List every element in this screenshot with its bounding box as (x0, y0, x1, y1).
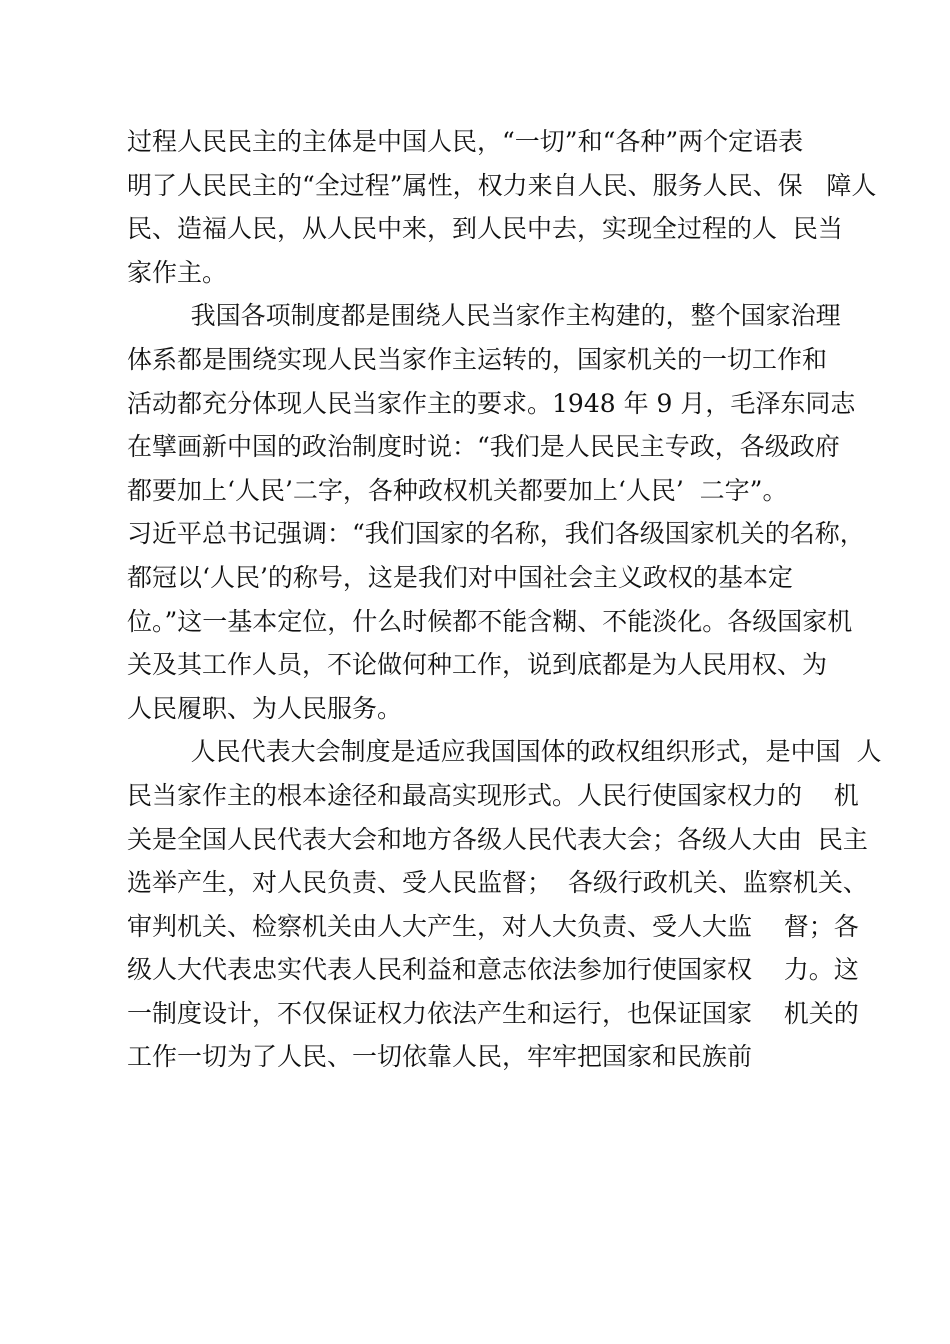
text-line: 选举产生，对人民负责、受人民监督； 各级行政机关、监察机关、 (127, 868, 868, 898)
text-line: 明了人民民主的“全过程”属性，权力来自人民、服务人民、保 障人 (127, 170, 877, 200)
text-line: 工作一切为了人民、一切依靠人民，牢牢把国家和民族前 (127, 1042, 753, 1072)
text-line: 我国各项制度都是围绕人民当家作主构建的，整个国家治理 (127, 301, 841, 331)
body-text (127, 120, 882, 1079)
text-line: 人民代表大会制度是适应我国国体的政权组织形式，是中国 人 (127, 737, 882, 767)
text-line: 审判机关、检察机关由人大产生，对人大负责、受人大监 督；各 (127, 911, 859, 941)
text-line: 家作主。 (127, 257, 228, 287)
text-line: 位。”这一基本定位，什么时候都不能含糊、不能淡化。各级国家机 (127, 606, 853, 636)
text-line: 都冠以‘人民’的称号，这是我们对中国社会主义政权的基本定 (127, 562, 793, 592)
text-line: 活动都充分体现人民当家作主的要求。1948 年 9 月，毛泽东同志 (127, 388, 856, 418)
text-line: 级人大代表忠实代表人民利益和意志依法参加行使国家权 力。这 (127, 955, 859, 985)
text-line: 过程人民民主的主体是中国人民，“一切”和“各种”两个定语表 (127, 127, 804, 156)
text-line: 民当家作主的根本途径和最高实现形式。人民行使国家权力的 机 (127, 780, 859, 810)
text-line: 体系都是围绕实现人民当家作主运转的，国家机关的一切工作和 (127, 344, 828, 374)
text-line: 关及其工作人员，不论做何种工作，说到底都是为人民用权、为 (127, 650, 828, 680)
text-line: 都要加上‘人民’二字，各种政权机关都要加上‘人民’ 二字”。 (127, 475, 788, 505)
text-line: 关是全国人民代表大会和地方各级人民代表大会；各级人大由 民主 (127, 824, 868, 854)
text-line: 一制度设计，不仅保证权力依法产生和运行，也保证国家 机关的 (127, 998, 859, 1028)
text-line: 民、造福人民，从人民中来，到人民中去，实现全过程的人 民当 (127, 214, 843, 244)
text-line: 人民履职、为人民服务。 (127, 693, 403, 723)
text-line: 习近平总书记强调：“我们国家的名称，我们各级国家机关的名称， (127, 519, 865, 549)
text-line: 在擘画新中国的政治制度时说：“我们是人民民主专政，各级政府 (127, 432, 840, 462)
